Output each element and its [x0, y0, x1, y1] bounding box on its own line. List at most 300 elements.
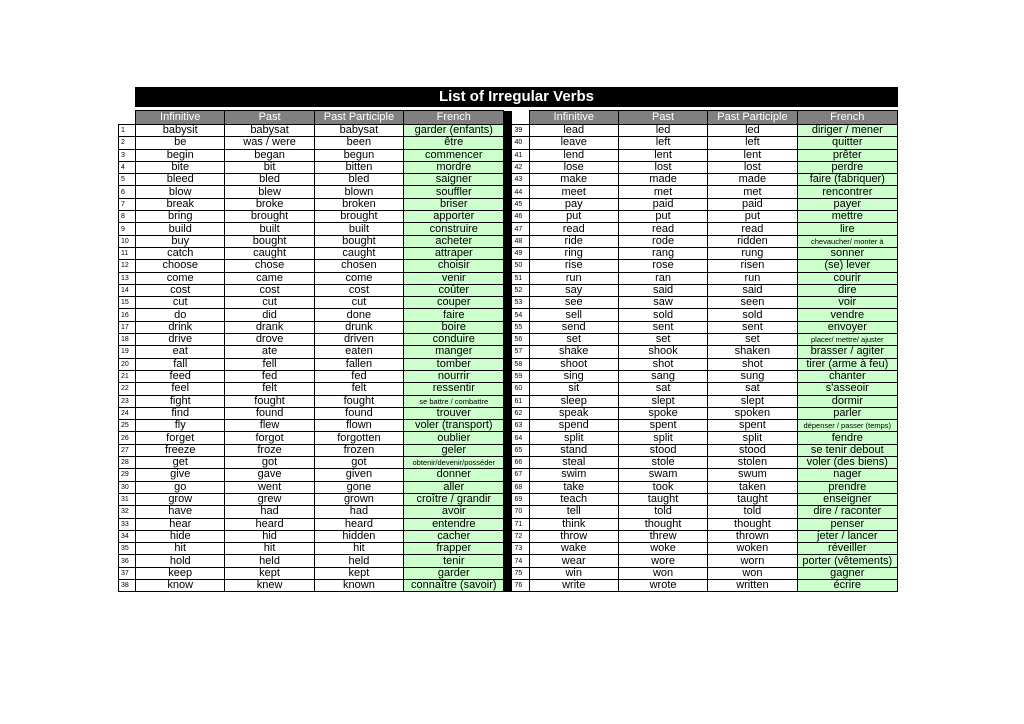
french-cell: diriger / mener	[797, 125, 897, 137]
infinitive-cell: get	[136, 457, 225, 469]
french-cell: (se) lever	[797, 260, 897, 272]
past-participle-cell: stood	[708, 444, 797, 456]
french-cell: voir	[797, 297, 897, 309]
past-participle-cell: spent	[708, 420, 797, 432]
french-cell: nourrir	[404, 370, 504, 382]
infinitive-cell: choose	[136, 260, 225, 272]
infinitive-cell: feel	[136, 383, 225, 395]
french-cell: parler	[797, 407, 897, 419]
french-cell: apporter	[404, 211, 504, 223]
past-cell: bit	[225, 161, 314, 173]
infinitive-cell: grow	[136, 493, 225, 505]
past-cell: rose	[618, 260, 707, 272]
table-row	[119, 432, 898, 444]
row-number: 9	[119, 223, 136, 235]
column-separator	[504, 111, 512, 125]
past-participle-cell: paid	[708, 198, 797, 210]
past-participle-cell: bought	[314, 235, 403, 247]
row-number: 39	[512, 125, 529, 137]
infinitive-cell: say	[529, 284, 618, 296]
past-cell: gave	[225, 469, 314, 481]
row-number: 7	[119, 198, 136, 210]
column-separator	[504, 543, 512, 555]
past-participle-cell: been	[314, 137, 403, 149]
past-cell: spent	[618, 420, 707, 432]
past-participle-cell: driven	[314, 334, 403, 346]
column-separator	[504, 284, 512, 296]
french-cell: tenir	[404, 555, 504, 567]
column-separator	[504, 223, 512, 235]
past-participle-cell: shot	[708, 358, 797, 370]
infinitive-cell: set	[529, 334, 618, 346]
french-cell: briser	[404, 198, 504, 210]
infinitive-cell: wake	[529, 543, 618, 555]
column-separator	[504, 444, 512, 456]
past-cell: kept	[225, 567, 314, 579]
past-cell: threw	[618, 530, 707, 542]
column-separator	[504, 358, 512, 370]
row-number: 68	[512, 481, 529, 493]
past-participle-cell: blown	[314, 186, 403, 198]
infinitive-cell: pay	[529, 198, 618, 210]
french-cell: se battre / combattre	[404, 395, 504, 407]
past-cell: built	[225, 223, 314, 235]
table-row	[119, 567, 898, 579]
past-participle-cell: known	[314, 579, 403, 591]
french-cell: aller	[404, 481, 504, 493]
past-participle-cell: sold	[708, 309, 797, 321]
past-participle-cell: cut	[314, 297, 403, 309]
past-cell: drove	[225, 334, 314, 346]
header-past: Past	[225, 111, 314, 125]
row-number: 35	[119, 543, 136, 555]
past-participle-cell: found	[314, 407, 403, 419]
past-participle-cell: bled	[314, 174, 403, 186]
row-number: 44	[512, 186, 529, 198]
infinitive-cell: ride	[529, 235, 618, 247]
french-cell: prêter	[797, 149, 897, 161]
french-cell: dire / raconter	[797, 506, 897, 518]
row-number: 4	[119, 161, 136, 173]
past-cell: forgot	[225, 432, 314, 444]
row-number: 16	[119, 309, 136, 321]
row-number: 53	[512, 297, 529, 309]
past-cell: bled	[225, 174, 314, 186]
infinitive-cell: write	[529, 579, 618, 591]
french-cell: se tenir debout	[797, 444, 897, 456]
past-participle-cell: left	[708, 137, 797, 149]
past-participle-cell: rung	[708, 247, 797, 259]
header-french: French	[797, 111, 897, 125]
column-separator	[504, 137, 512, 149]
past-participle-cell: fed	[314, 370, 403, 382]
table-row	[119, 358, 898, 370]
column-separator	[504, 149, 512, 161]
row-number: 59	[512, 370, 529, 382]
french-cell: gagner	[797, 567, 897, 579]
past-cell: wore	[618, 555, 707, 567]
row-number: 36	[119, 555, 136, 567]
french-cell: penser	[797, 518, 897, 530]
past-participle-cell: sent	[708, 321, 797, 333]
column-separator	[504, 506, 512, 518]
infinitive-cell: send	[529, 321, 618, 333]
infinitive-cell: meet	[529, 186, 618, 198]
infinitive-cell: make	[529, 174, 618, 186]
french-cell: venir	[404, 272, 504, 284]
table-row	[119, 297, 898, 309]
past-cell: hid	[225, 530, 314, 542]
french-cell: faire (fabriquer)	[797, 174, 897, 186]
french-cell: attraper	[404, 247, 504, 259]
header-past: Past	[618, 111, 707, 125]
column-separator	[504, 334, 512, 346]
past-participle-cell: lost	[708, 161, 797, 173]
table-row	[119, 469, 898, 481]
past-cell: brought	[225, 211, 314, 223]
past-participle-cell: stolen	[708, 457, 797, 469]
table-row	[119, 223, 898, 235]
table-row	[119, 555, 898, 567]
row-number: 45	[512, 198, 529, 210]
past-cell: left	[618, 137, 707, 149]
infinitive-cell: read	[529, 223, 618, 235]
infinitive-cell: lead	[529, 125, 618, 137]
row-number: 31	[119, 493, 136, 505]
column-separator	[504, 481, 512, 493]
header-row	[119, 111, 898, 125]
past-cell: wrote	[618, 579, 707, 591]
french-cell: courir	[797, 272, 897, 284]
french-cell: couper	[404, 297, 504, 309]
table-row	[119, 272, 898, 284]
header-blank	[512, 111, 529, 125]
french-cell: connaître (savoir)	[404, 579, 504, 591]
table-row	[119, 383, 898, 395]
past-participle-cell: felt	[314, 383, 403, 395]
past-participle-cell: heard	[314, 518, 403, 530]
column-separator	[504, 321, 512, 333]
table-row	[119, 260, 898, 272]
column-separator	[504, 297, 512, 309]
past-cell: hit	[225, 543, 314, 555]
past-cell: lent	[618, 149, 707, 161]
infinitive-cell: speak	[529, 407, 618, 419]
infinitive-cell: lose	[529, 161, 618, 173]
infinitive-cell: hear	[136, 518, 225, 530]
row-number: 46	[512, 211, 529, 223]
infinitive-cell: sing	[529, 370, 618, 382]
row-number: 11	[119, 247, 136, 259]
table-row	[119, 186, 898, 198]
table-row	[119, 518, 898, 530]
french-cell: entendre	[404, 518, 504, 530]
row-number: 18	[119, 334, 136, 346]
past-participle-cell: spoken	[708, 407, 797, 419]
past-participle-cell: eaten	[314, 346, 403, 358]
french-cell: porter (vêtements)	[797, 555, 897, 567]
infinitive-cell: rise	[529, 260, 618, 272]
table-row	[119, 284, 898, 296]
past-participle-cell: come	[314, 272, 403, 284]
infinitive-cell: break	[136, 198, 225, 210]
infinitive-cell: babysit	[136, 125, 225, 137]
row-number: 12	[119, 260, 136, 272]
french-cell: prendre	[797, 481, 897, 493]
infinitive-cell: ring	[529, 247, 618, 259]
infinitive-cell: take	[529, 481, 618, 493]
infinitive-cell: build	[136, 223, 225, 235]
past-participle-cell: said	[708, 284, 797, 296]
verb-table-body	[119, 125, 898, 592]
table-row	[119, 457, 898, 469]
french-cell: avoir	[404, 506, 504, 518]
column-separator	[504, 346, 512, 358]
past-participle-cell: read	[708, 223, 797, 235]
column-separator	[504, 395, 512, 407]
infinitive-cell: put	[529, 211, 618, 223]
past-participle-cell: slept	[708, 395, 797, 407]
row-number: 2	[119, 137, 136, 149]
french-cell: croître / grandir	[404, 493, 504, 505]
table-row	[119, 481, 898, 493]
row-number: 74	[512, 555, 529, 567]
row-number: 49	[512, 247, 529, 259]
past-participle-cell: seen	[708, 297, 797, 309]
past-participle-cell: swum	[708, 469, 797, 481]
french-cell: s'asseoir	[797, 383, 897, 395]
french-cell: manger	[404, 346, 504, 358]
infinitive-cell: fall	[136, 358, 225, 370]
row-number: 32	[119, 506, 136, 518]
row-number: 40	[512, 137, 529, 149]
column-separator	[504, 555, 512, 567]
row-number: 76	[512, 579, 529, 591]
row-number: 70	[512, 506, 529, 518]
row-number: 5	[119, 174, 136, 186]
row-number: 57	[512, 346, 529, 358]
past-cell: split	[618, 432, 707, 444]
past-cell: flew	[225, 420, 314, 432]
french-cell: frapper	[404, 543, 504, 555]
french-cell: acheter	[404, 235, 504, 247]
table-row	[119, 493, 898, 505]
infinitive-cell: buy	[136, 235, 225, 247]
past-participle-cell: got	[314, 457, 403, 469]
french-cell: placer/ mettre/ ajuster	[797, 334, 897, 346]
past-cell: stole	[618, 457, 707, 469]
row-number: 24	[119, 407, 136, 419]
row-number: 3	[119, 149, 136, 161]
row-number: 42	[512, 161, 529, 173]
row-number: 54	[512, 309, 529, 321]
past-participle-cell: thought	[708, 518, 797, 530]
infinitive-cell: hold	[136, 555, 225, 567]
infinitive-cell: bite	[136, 161, 225, 173]
past-participle-cell: frozen	[314, 444, 403, 456]
past-cell: sold	[618, 309, 707, 321]
past-participle-cell: cost	[314, 284, 403, 296]
french-cell: dépenser / passer (temps)	[797, 420, 897, 432]
row-number: 1	[119, 125, 136, 137]
infinitive-cell: bleed	[136, 174, 225, 186]
french-cell: mordre	[404, 161, 504, 173]
past-cell: woke	[618, 543, 707, 555]
past-participle-cell: hit	[314, 543, 403, 555]
french-cell: boire	[404, 321, 504, 333]
past-cell: broke	[225, 198, 314, 210]
past-participle-cell: run	[708, 272, 797, 284]
row-number: 41	[512, 149, 529, 161]
infinitive-cell: go	[136, 481, 225, 493]
table-row	[119, 543, 898, 555]
row-number: 19	[119, 346, 136, 358]
table-row	[119, 198, 898, 210]
row-number: 72	[512, 530, 529, 542]
past-participle-cell: broken	[314, 198, 403, 210]
past-participle-cell: kept	[314, 567, 403, 579]
table-row	[119, 174, 898, 186]
past-cell: babysat	[225, 125, 314, 137]
past-cell: told	[618, 506, 707, 518]
past-participle-cell: taught	[708, 493, 797, 505]
past-cell: thought	[618, 518, 707, 530]
row-number: 64	[512, 432, 529, 444]
french-cell: dire	[797, 284, 897, 296]
past-participle-cell: fought	[314, 395, 403, 407]
french-cell: chevaucher/ monter à	[797, 235, 897, 247]
past-participle-cell: held	[314, 555, 403, 567]
row-number: 8	[119, 211, 136, 223]
header-blank	[119, 111, 136, 125]
past-participle-cell: set	[708, 334, 797, 346]
infinitive-cell: think	[529, 518, 618, 530]
infinitive-cell: shake	[529, 346, 618, 358]
past-cell: spoke	[618, 407, 707, 419]
past-cell: paid	[618, 198, 707, 210]
past-cell: froze	[225, 444, 314, 456]
past-cell: sat	[618, 383, 707, 395]
table-row	[119, 530, 898, 542]
infinitive-cell: forget	[136, 432, 225, 444]
french-cell: construire	[404, 223, 504, 235]
row-number: 60	[512, 383, 529, 395]
row-number: 27	[119, 444, 136, 456]
past-participle-cell: hidden	[314, 530, 403, 542]
column-separator	[504, 198, 512, 210]
past-participle-cell: gone	[314, 481, 403, 493]
french-cell: enseigner	[797, 493, 897, 505]
past-cell: sent	[618, 321, 707, 333]
row-number: 22	[119, 383, 136, 395]
french-cell: geler	[404, 444, 504, 456]
row-number: 47	[512, 223, 529, 235]
past-cell: went	[225, 481, 314, 493]
past-cell: made	[618, 174, 707, 186]
french-cell: écrire	[797, 579, 897, 591]
french-cell: dormir	[797, 395, 897, 407]
row-number: 43	[512, 174, 529, 186]
past-cell: said	[618, 284, 707, 296]
french-cell: saigner	[404, 174, 504, 186]
french-cell: lire	[797, 223, 897, 235]
infinitive-cell: hit	[136, 543, 225, 555]
row-number: 65	[512, 444, 529, 456]
past-cell: cut	[225, 297, 314, 309]
past-cell: fed	[225, 370, 314, 382]
infinitive-cell: sell	[529, 309, 618, 321]
past-participle-cell: sung	[708, 370, 797, 382]
past-cell: ran	[618, 272, 707, 284]
table-row	[119, 247, 898, 259]
table-row	[119, 321, 898, 333]
past-participle-cell: split	[708, 432, 797, 444]
french-cell: voler (des biens)	[797, 457, 897, 469]
header-past-participle: Past Participle	[708, 111, 797, 125]
past-participle-cell: brought	[314, 211, 403, 223]
column-separator	[504, 174, 512, 186]
french-cell: réveiller	[797, 543, 897, 555]
row-number: 51	[512, 272, 529, 284]
table-row	[119, 334, 898, 346]
row-number: 14	[119, 284, 136, 296]
column-separator	[504, 272, 512, 284]
row-number: 75	[512, 567, 529, 579]
column-separator	[504, 247, 512, 259]
past-participle-cell: forgotten	[314, 432, 403, 444]
french-cell: trouver	[404, 407, 504, 419]
french-cell: garder (enfants)	[404, 125, 504, 137]
french-cell: cacher	[404, 530, 504, 542]
row-number: 61	[512, 395, 529, 407]
table-row	[119, 235, 898, 247]
past-participle-cell: done	[314, 309, 403, 321]
past-cell: put	[618, 211, 707, 223]
table-row	[119, 407, 898, 419]
french-cell: payer	[797, 198, 897, 210]
infinitive-cell: feed	[136, 370, 225, 382]
past-cell: rang	[618, 247, 707, 259]
french-cell: mettre	[797, 211, 897, 223]
infinitive-cell: see	[529, 297, 618, 309]
past-cell: shot	[618, 358, 707, 370]
infinitive-cell: stand	[529, 444, 618, 456]
table-row	[119, 309, 898, 321]
past-cell: slept	[618, 395, 707, 407]
column-separator	[504, 370, 512, 382]
infinitive-cell: shoot	[529, 358, 618, 370]
french-cell: tomber	[404, 358, 504, 370]
past-participle-cell: flown	[314, 420, 403, 432]
past-cell: was / were	[225, 137, 314, 149]
infinitive-cell: catch	[136, 247, 225, 259]
table-row	[119, 161, 898, 173]
row-number: 37	[119, 567, 136, 579]
table-row	[119, 579, 898, 591]
header-infinitive: Infinitive	[529, 111, 618, 125]
past-cell: read	[618, 223, 707, 235]
past-cell: came	[225, 272, 314, 284]
infinitive-cell: steal	[529, 457, 618, 469]
past-cell: set	[618, 334, 707, 346]
column-separator	[504, 161, 512, 173]
row-number: 30	[119, 481, 136, 493]
infinitive-cell: sit	[529, 383, 618, 395]
past-cell: drank	[225, 321, 314, 333]
past-cell: took	[618, 481, 707, 493]
column-separator	[504, 469, 512, 481]
infinitive-cell: fly	[136, 420, 225, 432]
